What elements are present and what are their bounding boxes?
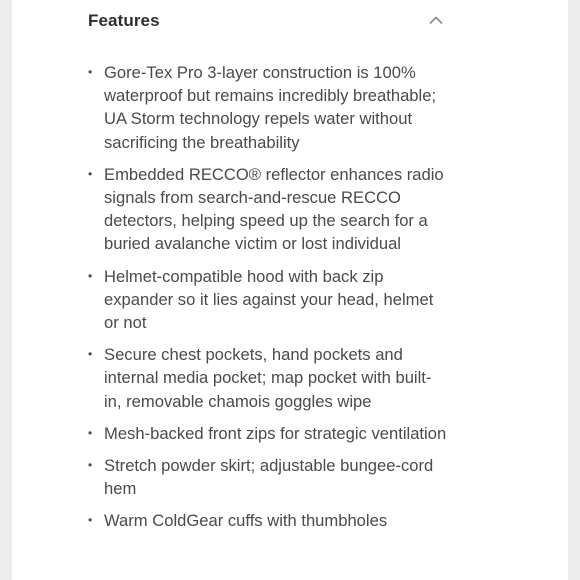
bullet-icon: • — [88, 458, 93, 473]
features-accordion-header[interactable] — [88, 0, 444, 44]
feature-item — [88, 163, 448, 256]
bullet-icon: • — [88, 268, 93, 283]
bullet-icon: • — [88, 166, 93, 181]
feature-item — [88, 61, 448, 154]
feature-item — [88, 422, 448, 445]
bullet-icon: • — [88, 65, 93, 79]
bullet-icon: • — [88, 347, 93, 362]
feature-text: Mesh-backed front zips for strategic ventilation — [104, 423, 447, 443]
feature-text: Embedded RECCO® reflector enhances radio signals from search-and-rescue RECCO detectors, helping speed up the search for a buried avalanche victim or lost individual — [104, 164, 444, 254]
feature-item — [88, 454, 448, 500]
feature-text: Secure chest pockets, hand pockets and internal media pocket; map pocket with built-in, removable chamois goggles wipe — [104, 345, 432, 411]
feature-text: Helmet-compatible hood with back zip expander so it lies against your head, helmet or not — [104, 266, 434, 333]
bullet-icon: • — [88, 425, 93, 440]
feature-text: Warm ColdGear cuffs with thumbholes — [104, 511, 388, 531]
feature-item — [88, 343, 448, 413]
features-panel — [12, 0, 568, 580]
bullet-icon: • — [88, 513, 93, 528]
feature-item — [88, 265, 448, 335]
feature-text: Stretch powder skirt; adjustable bungee-cord hem — [104, 456, 434, 499]
chevron-up-icon[interactable] — [428, 12, 444, 28]
feature-text: Gore-Tex Pro 3-layer construction is 100% waterproof but remains incredibly breathable; UA Storm technology repels water without sacrificing the breathability — [104, 63, 437, 152]
feature-item — [88, 509, 448, 532]
features-list — [88, 61, 448, 542]
section-title: Features — [88, 11, 160, 30]
